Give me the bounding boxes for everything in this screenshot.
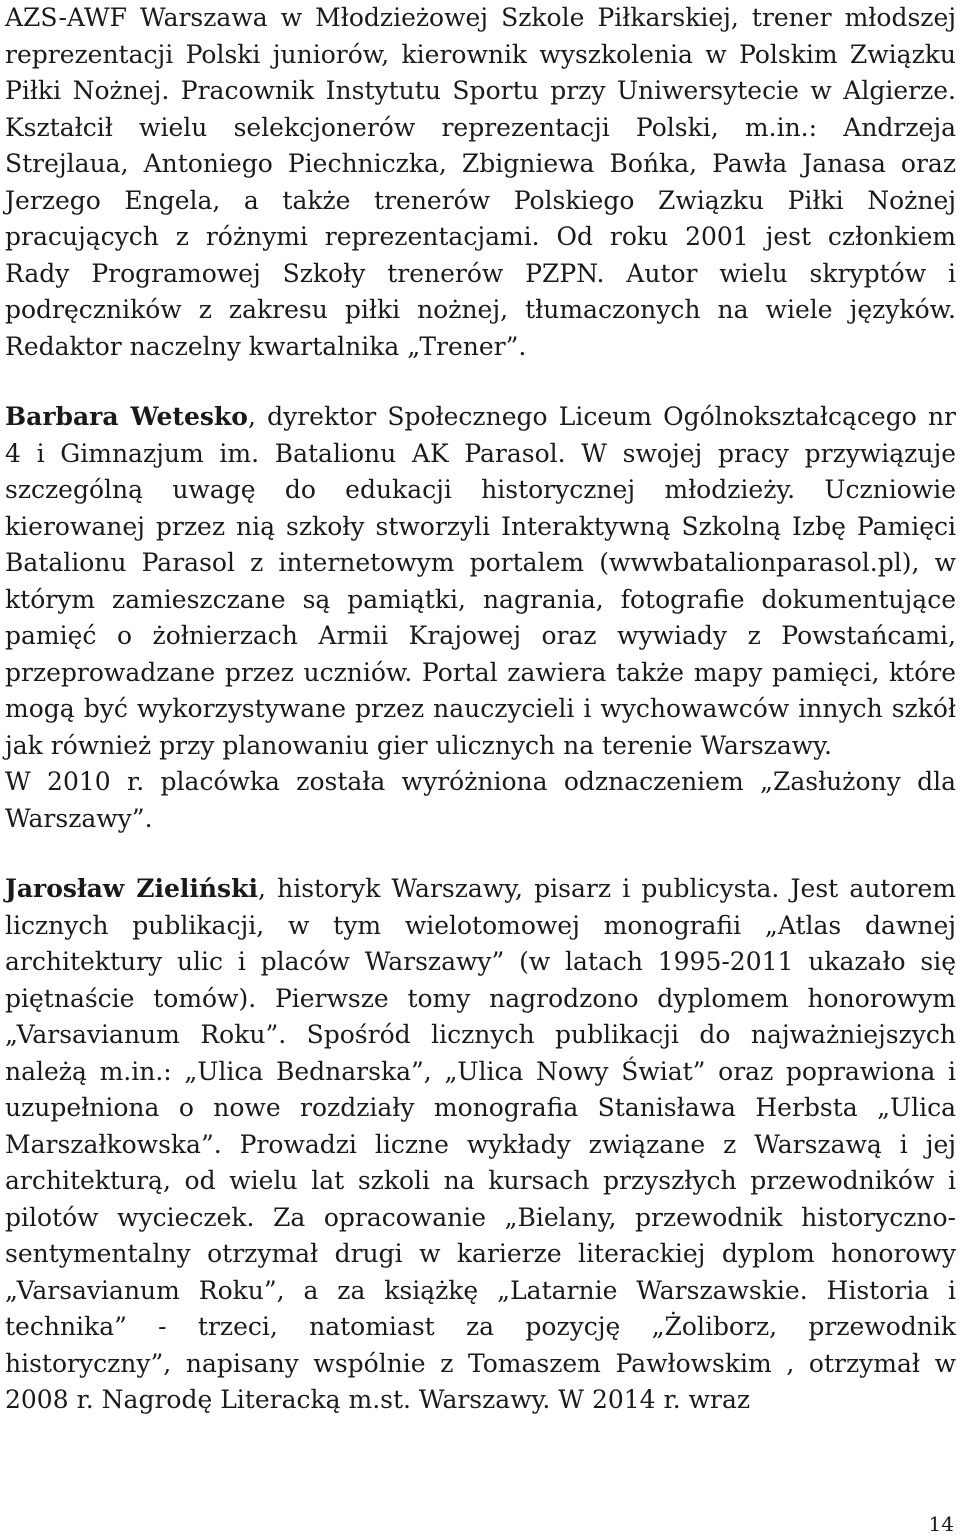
paragraph-bio-zielinski <box>5 871 956 1419</box>
paragraph-bio-coach: AZS-AWF Warszawa w Młodzieżowej Szkole Piłkarskiej, trener młodszej reprezentacji Polski juniorów, kierownik wyszkolenia w Polskim Związku Piłki Nożnej. Pracownik Instytutu Sportu przy Uniwersytecie w Algierze. Kształcił wielu selekcjonerów reprezentacji Polski, m.in.: Andrzeja Strejlaua, Antoniego Piechniczka, Zbigniewa Bońka, Pawła Janasa oraz Jerzego Engela, a także trenerów Polskiego Związku Piłki Nożnej pracujących z różnymi reprezentacjami. Od roku 2001 jest członkiem Rady Programowej Szkoły trenerów PZPN. Autor wielu skryptów i podręczników z zakresu piłki nożnej, tłumaczonych na wiele języków. Redaktor naczelny kwartalnika „Trener”. <box>5 3 956 361</box>
page-number: 14 <box>928 1512 954 1536</box>
paragraph-bio-zielinski-text: , historyk Warszawy, pisarz i publicysta. Jest autorem licznych publikacji, w tym wielotomowej monografii „Atlas dawnej architektury ulic i placów Warszawy” (w latach 1995-2011 ukazało się piętnaście tomów). Pierwsze tomy nagrodzono dyplomem honorowym „Varsavianum Roku”. Spośród licznych publikacji do najważniejszych należą m.in.: „Ulica Bednarska”, „Ulica Nowy Świat” oraz poprawiona i uzupełniona o nowe rozdziały monografia Stanisława Herbsta „Ulica Marszałkowska”. Prowadzi liczne wykłady związane z Warszawą i jej architekturą, od wielu lat szkoli na kursach przyszłych przewodników i pilotów wycieczek. Za opracowanie „Bielany, przewodnik historyczno-sentymentalny otrzymał drugi w karierze literackiej dyplom honorowy „Varsavianum Roku”, a za książkę „Latarnie Warszawskie. Historia i technika” - trzeci, natomiast za pozycję „Żoliborz, przewodnik historyczny”, napisany wspólnie z Tomaszem Pawłowskim , otrzymał w 2008 r. Nagrodę Literacką m.st. Warszawy. W 2014 r. wraz <box>5 874 956 1414</box>
paragraph-award: W 2010 r. placówka została wyróżniona odznaczeniem „Zasłużony dla Warszawy”. <box>5 767 956 833</box>
paragraph-bio-wetesko <box>5 399 956 764</box>
person-name-zielinski: Jarosław Zieliński <box>5 874 258 903</box>
paragraph-spacer <box>5 837 956 871</box>
paragraph-bio-wetesko-text: , dyrektor Społecznego Liceum Ogólnokształcącego nr 4 i Gimnazjum im. Batalionu AK Parasol. W swojej pracy przywiązuje szczególną uwagę do edukacji historycznej młodzieży. Uczniowie kierowanej przez nią szkoły stworzyli Interaktywną Szkolną Izbę Pamięci Batalionu Parasol z internetowym portalem (wwwbatalionparasol.pl), w którym zamieszczane są pamiątki, nagrania, fotografie dokumentujące pamięć o żołnierzach Armii Krajowej oraz wywiady z Powstańcami, przeprowadzane przez uczniów. Portal zawiera także mapy pamięci, które mogą być wykorzystywane przez nauczycieli i wychowawców innych szkół jak również przy planowaniu gier ulicznych na terenie Warszawy. <box>5 402 956 760</box>
paragraph-spacer <box>5 365 956 399</box>
document-page <box>5 0 956 1419</box>
person-name-wetesko: Barbara Wetesko <box>5 402 248 431</box>
